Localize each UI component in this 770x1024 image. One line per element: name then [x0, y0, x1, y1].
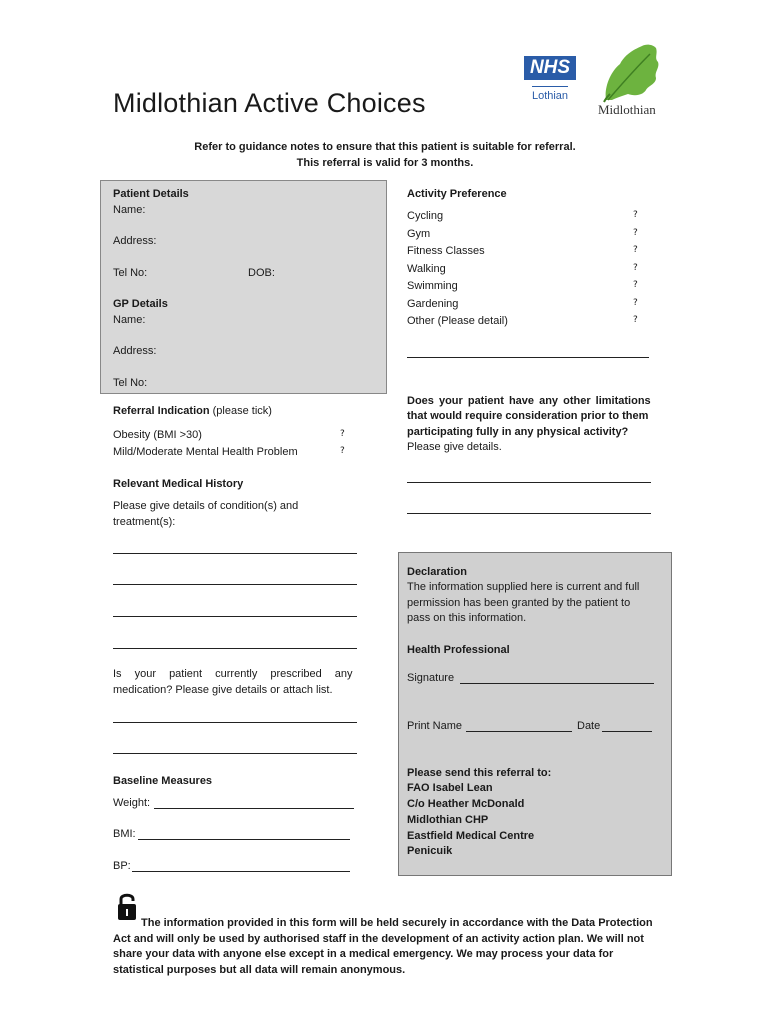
activity-option-fitness-classes: Fitness Classes	[407, 245, 485, 257]
medication-field-line-2[interactable]	[113, 753, 357, 754]
limitations-field-line-2[interactable]	[407, 513, 651, 514]
activity-checkbox-walking[interactable]: ?	[633, 263, 638, 273]
medication-prompt-1: Is your patient currently prescribed any	[113, 668, 353, 680]
referral-option-mental-health: Mild/Moderate Mental Health Problem	[113, 446, 298, 458]
referral-indication-heading	[113, 405, 272, 418]
referral-heading-text: Referral Indication	[113, 405, 210, 417]
form-title: Midlothian Active Choices	[113, 88, 426, 118]
medical-history-heading: Relevant Medical History	[113, 478, 244, 490]
signature-field[interactable]	[460, 683, 654, 684]
print-name-label: Print Name	[407, 720, 463, 732]
activity-option-other: Other (Please detail)	[407, 315, 508, 327]
nhs-lothian-logo	[520, 56, 582, 108]
history-field-line-4[interactable]	[113, 648, 357, 649]
health-professional-heading: Health Professional	[407, 644, 510, 656]
limitations-field-line-1[interactable]	[407, 482, 651, 483]
bmi-field[interactable]	[138, 839, 350, 840]
referral-checkbox-mental-health[interactable]: ?	[340, 446, 345, 456]
nhs-logo-text: NHS	[529, 57, 571, 78]
other-activity-field[interactable]	[407, 357, 649, 358]
limitations-prompt-4: Please give details.	[407, 441, 502, 453]
send-to-heading: Please send this referral to:	[407, 767, 552, 779]
activity-option-swimming: Swimming	[407, 280, 458, 292]
send-to-address-1: Eastfield Medical Centre	[407, 830, 535, 842]
medical-history-prompt-1: Please give details of condition(s) and	[113, 500, 299, 512]
notice-line-3: share your data with anyone else except in a medical emergency. We may process your data for	[113, 948, 614, 960]
activity-option-gym: Gym	[407, 228, 431, 240]
notice-line-2: Act and will only be used by authorised staff in the development of an activity action plan. We will not	[113, 932, 644, 945]
referral-checkbox-obesity[interactable]: ?	[340, 429, 345, 439]
notice-line-4: statistical purposes but all data will remain anonymous.	[113, 963, 406, 976]
bp-label: BP:	[113, 860, 131, 872]
activity-checkbox-swimming[interactable]: ?	[633, 280, 638, 290]
gp-tel-label: Tel No:	[113, 377, 148, 389]
medical-history-prompt-2: treatment(s):	[113, 516, 176, 528]
data-protection-notice	[113, 916, 658, 978]
activity-option-gardening: Gardening	[407, 298, 459, 310]
patient-details-heading: Patient Details	[113, 188, 189, 200]
declaration-heading: Declaration	[407, 566, 467, 578]
midlothian-logo-text: Midlothian	[598, 102, 656, 117]
validity-note: This referral is valid for 3 months.	[296, 157, 474, 169]
declaration-text-2: permission has been granted by the patient to	[407, 597, 631, 609]
gp-details-heading: GP Details	[113, 298, 168, 310]
notice-line-1: The information provided in this form will be held securely in accordance with the Data Protection	[141, 917, 653, 929]
medication-field-line-1[interactable]	[113, 722, 357, 723]
print-name-field[interactable]	[466, 731, 572, 732]
referral-heading-note: (please tick)	[212, 405, 272, 417]
midlothian-council-logo	[598, 42, 662, 118]
activity-checkbox-other[interactable]: ?	[633, 315, 638, 325]
activity-checkbox-gym[interactable]: ?	[633, 228, 638, 238]
limitations-prompt-2: that would require consideration prior to them	[407, 410, 649, 422]
history-field-line-2[interactable]	[113, 584, 357, 585]
activity-checkbox-fitness-classes[interactable]: ?	[633, 245, 638, 255]
activity-option-cycling: Cycling	[407, 210, 444, 222]
activity-checkbox-gardening[interactable]: ?	[633, 298, 638, 308]
weight-field[interactable]	[154, 808, 354, 809]
history-field-line-3[interactable]	[113, 616, 357, 617]
limitations-prompt-1: Does your patient have any other limitations	[407, 395, 651, 407]
nhs-logo-subtext: Lothian	[531, 90, 569, 102]
date-label: Date	[577, 720, 601, 732]
patient-address-label: Address:	[113, 235, 157, 247]
declaration-text-3: pass on this information.	[407, 612, 527, 624]
signature-label: Signature	[407, 672, 455, 684]
patient-dob-label: DOB:	[248, 267, 275, 279]
bp-field[interactable]	[132, 871, 350, 872]
activity-preference-heading: Activity Preference	[407, 188, 507, 200]
medication-prompt-2: medication? Please give details or attach list.	[113, 684, 333, 696]
nhs-logo-divider	[532, 86, 568, 87]
gp-name-label: Name:	[113, 314, 146, 326]
baseline-measures-heading: Baseline Measures	[113, 775, 213, 787]
patient-tel-label: Tel No:	[113, 267, 148, 279]
weight-label: Weight:	[113, 797, 151, 809]
guidance-note: Refer to guidance notes to ensure that this patient is suitable for referral.	[194, 141, 576, 153]
send-to-recipient: FAO Isabel Lean	[407, 782, 493, 794]
declaration-text-1: The information supplied here is current and full	[407, 581, 640, 593]
bmi-label: BMI:	[113, 828, 136, 840]
gp-address-label: Address:	[113, 345, 157, 357]
history-field-line-1[interactable]	[113, 553, 357, 554]
activity-checkbox-cycling[interactable]: ?	[633, 210, 638, 220]
oak-leaf-icon	[598, 42, 662, 104]
date-field[interactable]	[602, 731, 652, 732]
referral-option-obesity: Obesity (BMI >30)	[113, 429, 202, 441]
limitations-prompt-3: participating fully in any physical activity?	[407, 426, 629, 438]
send-to-organisation: Midlothian CHP	[407, 814, 489, 826]
patient-name-label: Name:	[113, 204, 146, 216]
send-to-care-of: C/o Heather McDonald	[407, 798, 525, 810]
send-to-address-2: Penicuik	[407, 845, 453, 857]
activity-option-walking: Walking	[407, 263, 446, 275]
